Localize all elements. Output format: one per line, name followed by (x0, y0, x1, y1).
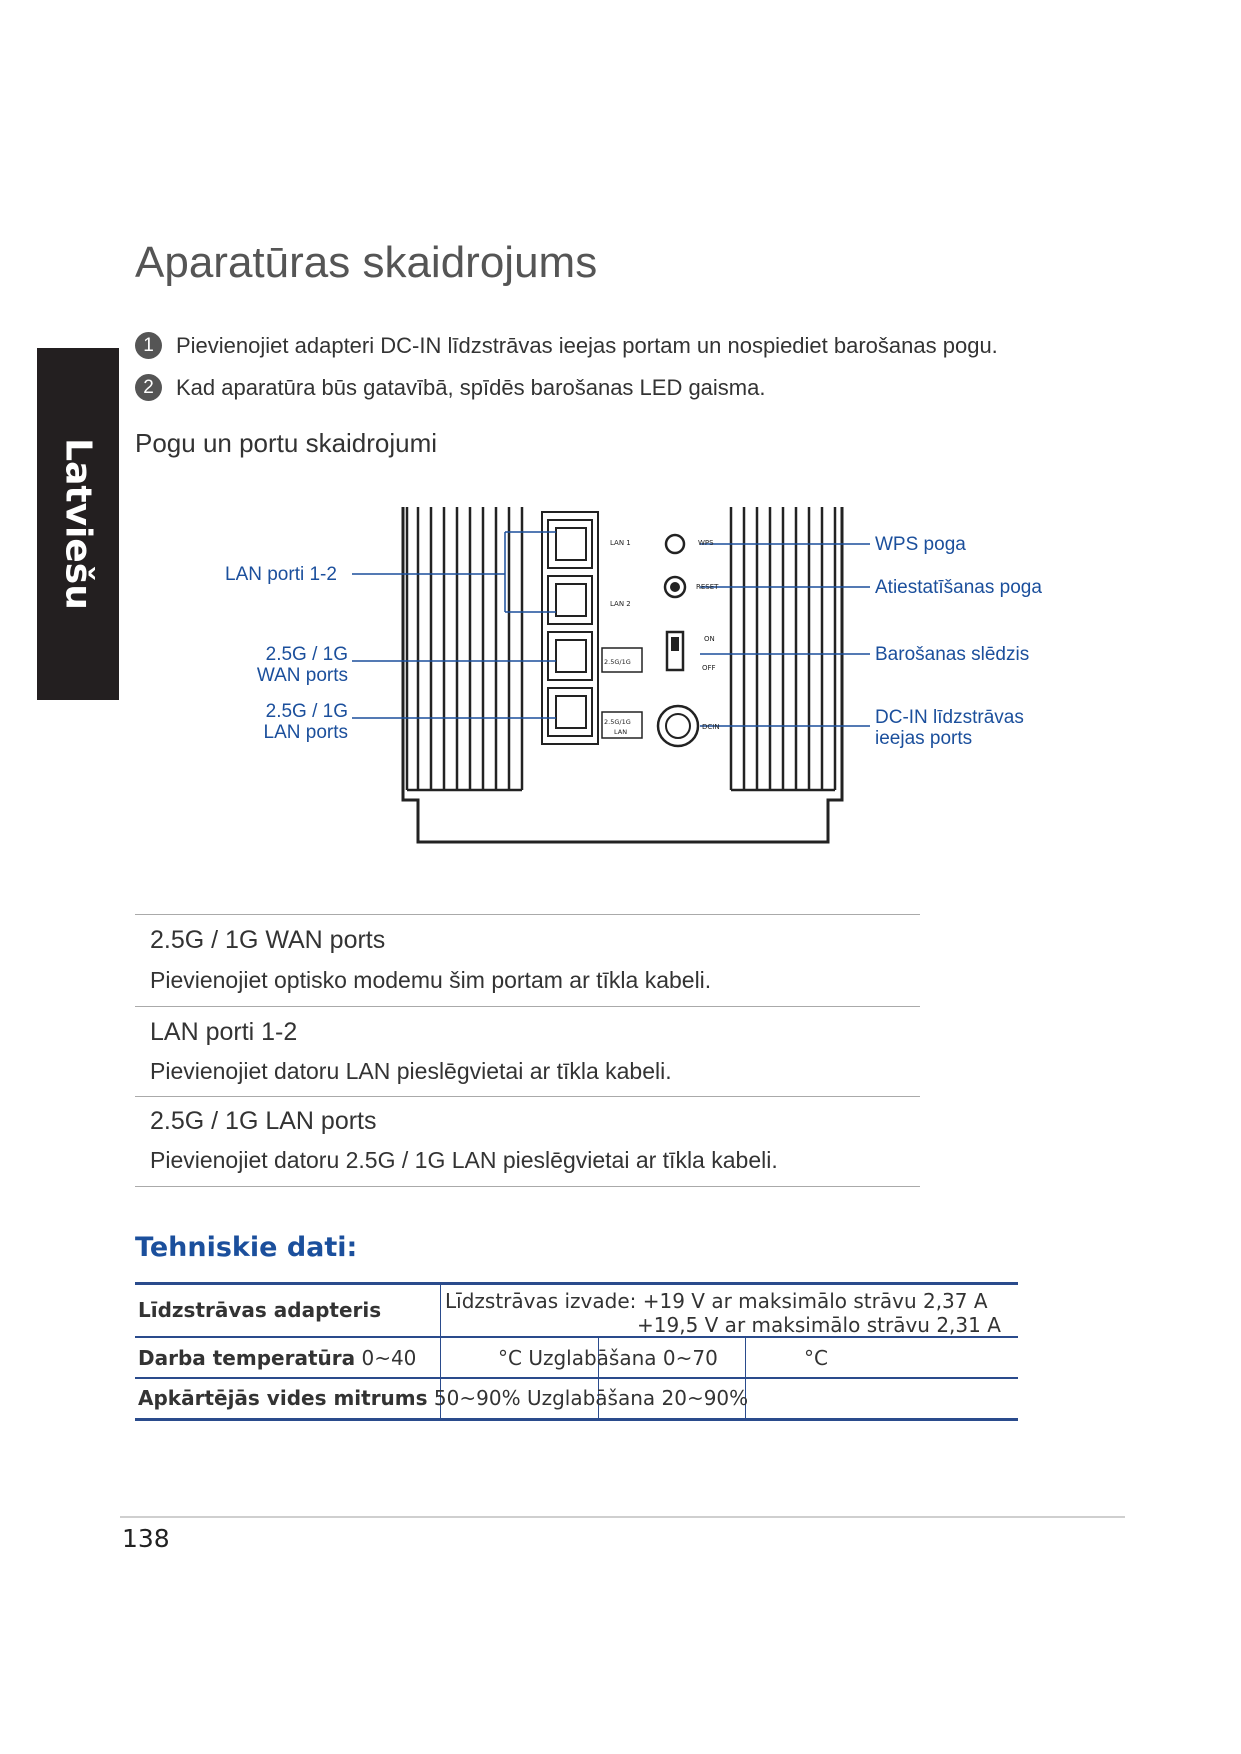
specs-table-bottom-rule (135, 1418, 1018, 1421)
spec-adapter-label-text: Līdzstrāvas adapteris (138, 1298, 382, 1322)
description-title-lan: LAN porti 1-2 (150, 1018, 298, 1046)
description-divider (135, 1096, 920, 1097)
label-dcin-port (875, 707, 1024, 749)
spec-temperature-storage-unit: °C (804, 1346, 828, 1370)
label-dcin-line1: DC-IN līdzstrāvas (875, 707, 1024, 728)
spec-temperature-storage (498, 1346, 718, 1370)
device-label-reset: RESET (696, 583, 719, 591)
device-label-lan-tag-1: 2.5G/1G (604, 718, 631, 726)
label-lan-ports: LAN porti 1-2 (225, 564, 337, 585)
spec-humidity-storage-value: 20~90% (661, 1386, 749, 1410)
step-2-text: Kad aparatūra būs gatavībā, spīdēs barošanas LED gaisma. (176, 374, 766, 400)
description-text-wan: Pievienojiet optisko modemu šim portam ar tīkla kabeli. (150, 967, 712, 993)
spec-humidity-label: Apkārtējās vides mitrums (138, 1386, 428, 1410)
device-label-on: ON (704, 635, 715, 643)
step-1-text: Pievienojiet adapteri DC-IN līdzstrāvas ieejas portam un nospiediet barošanas pogu. (176, 332, 998, 358)
description-title-lan25: 2.5G / 1G LAN ports (150, 1107, 377, 1135)
device-label-lan2: LAN 2 (610, 600, 631, 608)
label-wan-line1: 2.5G / 1G (265, 644, 348, 665)
spec-temperature-label: Darba temperatūra (138, 1346, 356, 1370)
spec-temperature-row (138, 1346, 416, 1370)
spec-humidity-row (138, 1386, 748, 1410)
step-number-1: 1 (135, 332, 162, 359)
specs-table-top-rule (135, 1282, 1018, 1285)
description-divider (135, 1186, 920, 1187)
left-callout-lines (352, 532, 556, 718)
language-label: Latviešu (57, 438, 99, 610)
description-text-lan25: Pievienojiet datoru 2.5G / 1G LAN pieslēgvietai ar tīkla kabeli. (150, 1147, 778, 1173)
spec-humidity-value: 50~90% (433, 1386, 521, 1410)
spec-adapter-line1: Līdzstrāvas izvade: +19 V ar maksimālo strāvu 2,37 A (445, 1289, 988, 1313)
label-lan25-line2: LAN ports (263, 722, 348, 743)
device-label-dcin: DCIN (702, 723, 720, 731)
label-wan-ports (240, 644, 348, 686)
label-lan25-line1: 2.5G / 1G (265, 701, 348, 722)
label-power-switch: Barošanas slēdzis (875, 644, 1030, 665)
device-label-lan1: LAN 1 (610, 539, 631, 547)
spec-humidity-storage-label: Uzglabāšana (526, 1386, 656, 1410)
description-text-lan: Pievienojiet datoru LAN pieslēgvietai ar tīkla kabeli. (150, 1058, 672, 1084)
footer-rule (120, 1516, 1125, 1518)
label-dcin-line2: ieejas ports (875, 728, 973, 749)
wps-button-shape (666, 535, 684, 553)
device-label-lan-tag-2: LAN (614, 728, 628, 736)
right-vent-fins (731, 507, 835, 790)
label-reset-button: Atiestatīšanas poga (875, 577, 1042, 598)
description-divider (135, 1006, 920, 1007)
section-subtitle: Pogu un portu skaidrojumi (135, 428, 438, 458)
label-lan25-ports (240, 701, 348, 743)
device-label-off: OFF (702, 664, 716, 672)
spec-temperature-value: 0~40 (361, 1346, 417, 1370)
device-label-wan-tag: 2.5G/1G (604, 658, 631, 666)
spec-temperature-storage-label: Uzglabāšana (528, 1346, 657, 1370)
page-number: 138 (122, 1524, 170, 1553)
device-label-wps: WPS (698, 539, 714, 547)
spec-temperature-storage-value: 0~70 (662, 1346, 718, 1370)
label-wan-line2: WAN ports (256, 665, 348, 686)
description-divider (135, 914, 920, 915)
page-title: Aparatūras skaidrojums (135, 238, 598, 287)
description-title-wan: 2.5G / 1G WAN ports (150, 926, 386, 954)
right-callout-lines (700, 544, 870, 726)
spec-adapter-line2: +19,5 V ar maksimālo strāvu 2,31 A (637, 1313, 1001, 1337)
specs-title: Tehniskie dati: (135, 1232, 358, 1263)
specs-table-rule (135, 1377, 1018, 1379)
spec-adapter-label (138, 1298, 381, 1322)
label-wps-button: WPS poga (875, 534, 966, 555)
spec-temperature-unit: °C (498, 1346, 522, 1370)
step-number-2: 2 (135, 374, 162, 401)
